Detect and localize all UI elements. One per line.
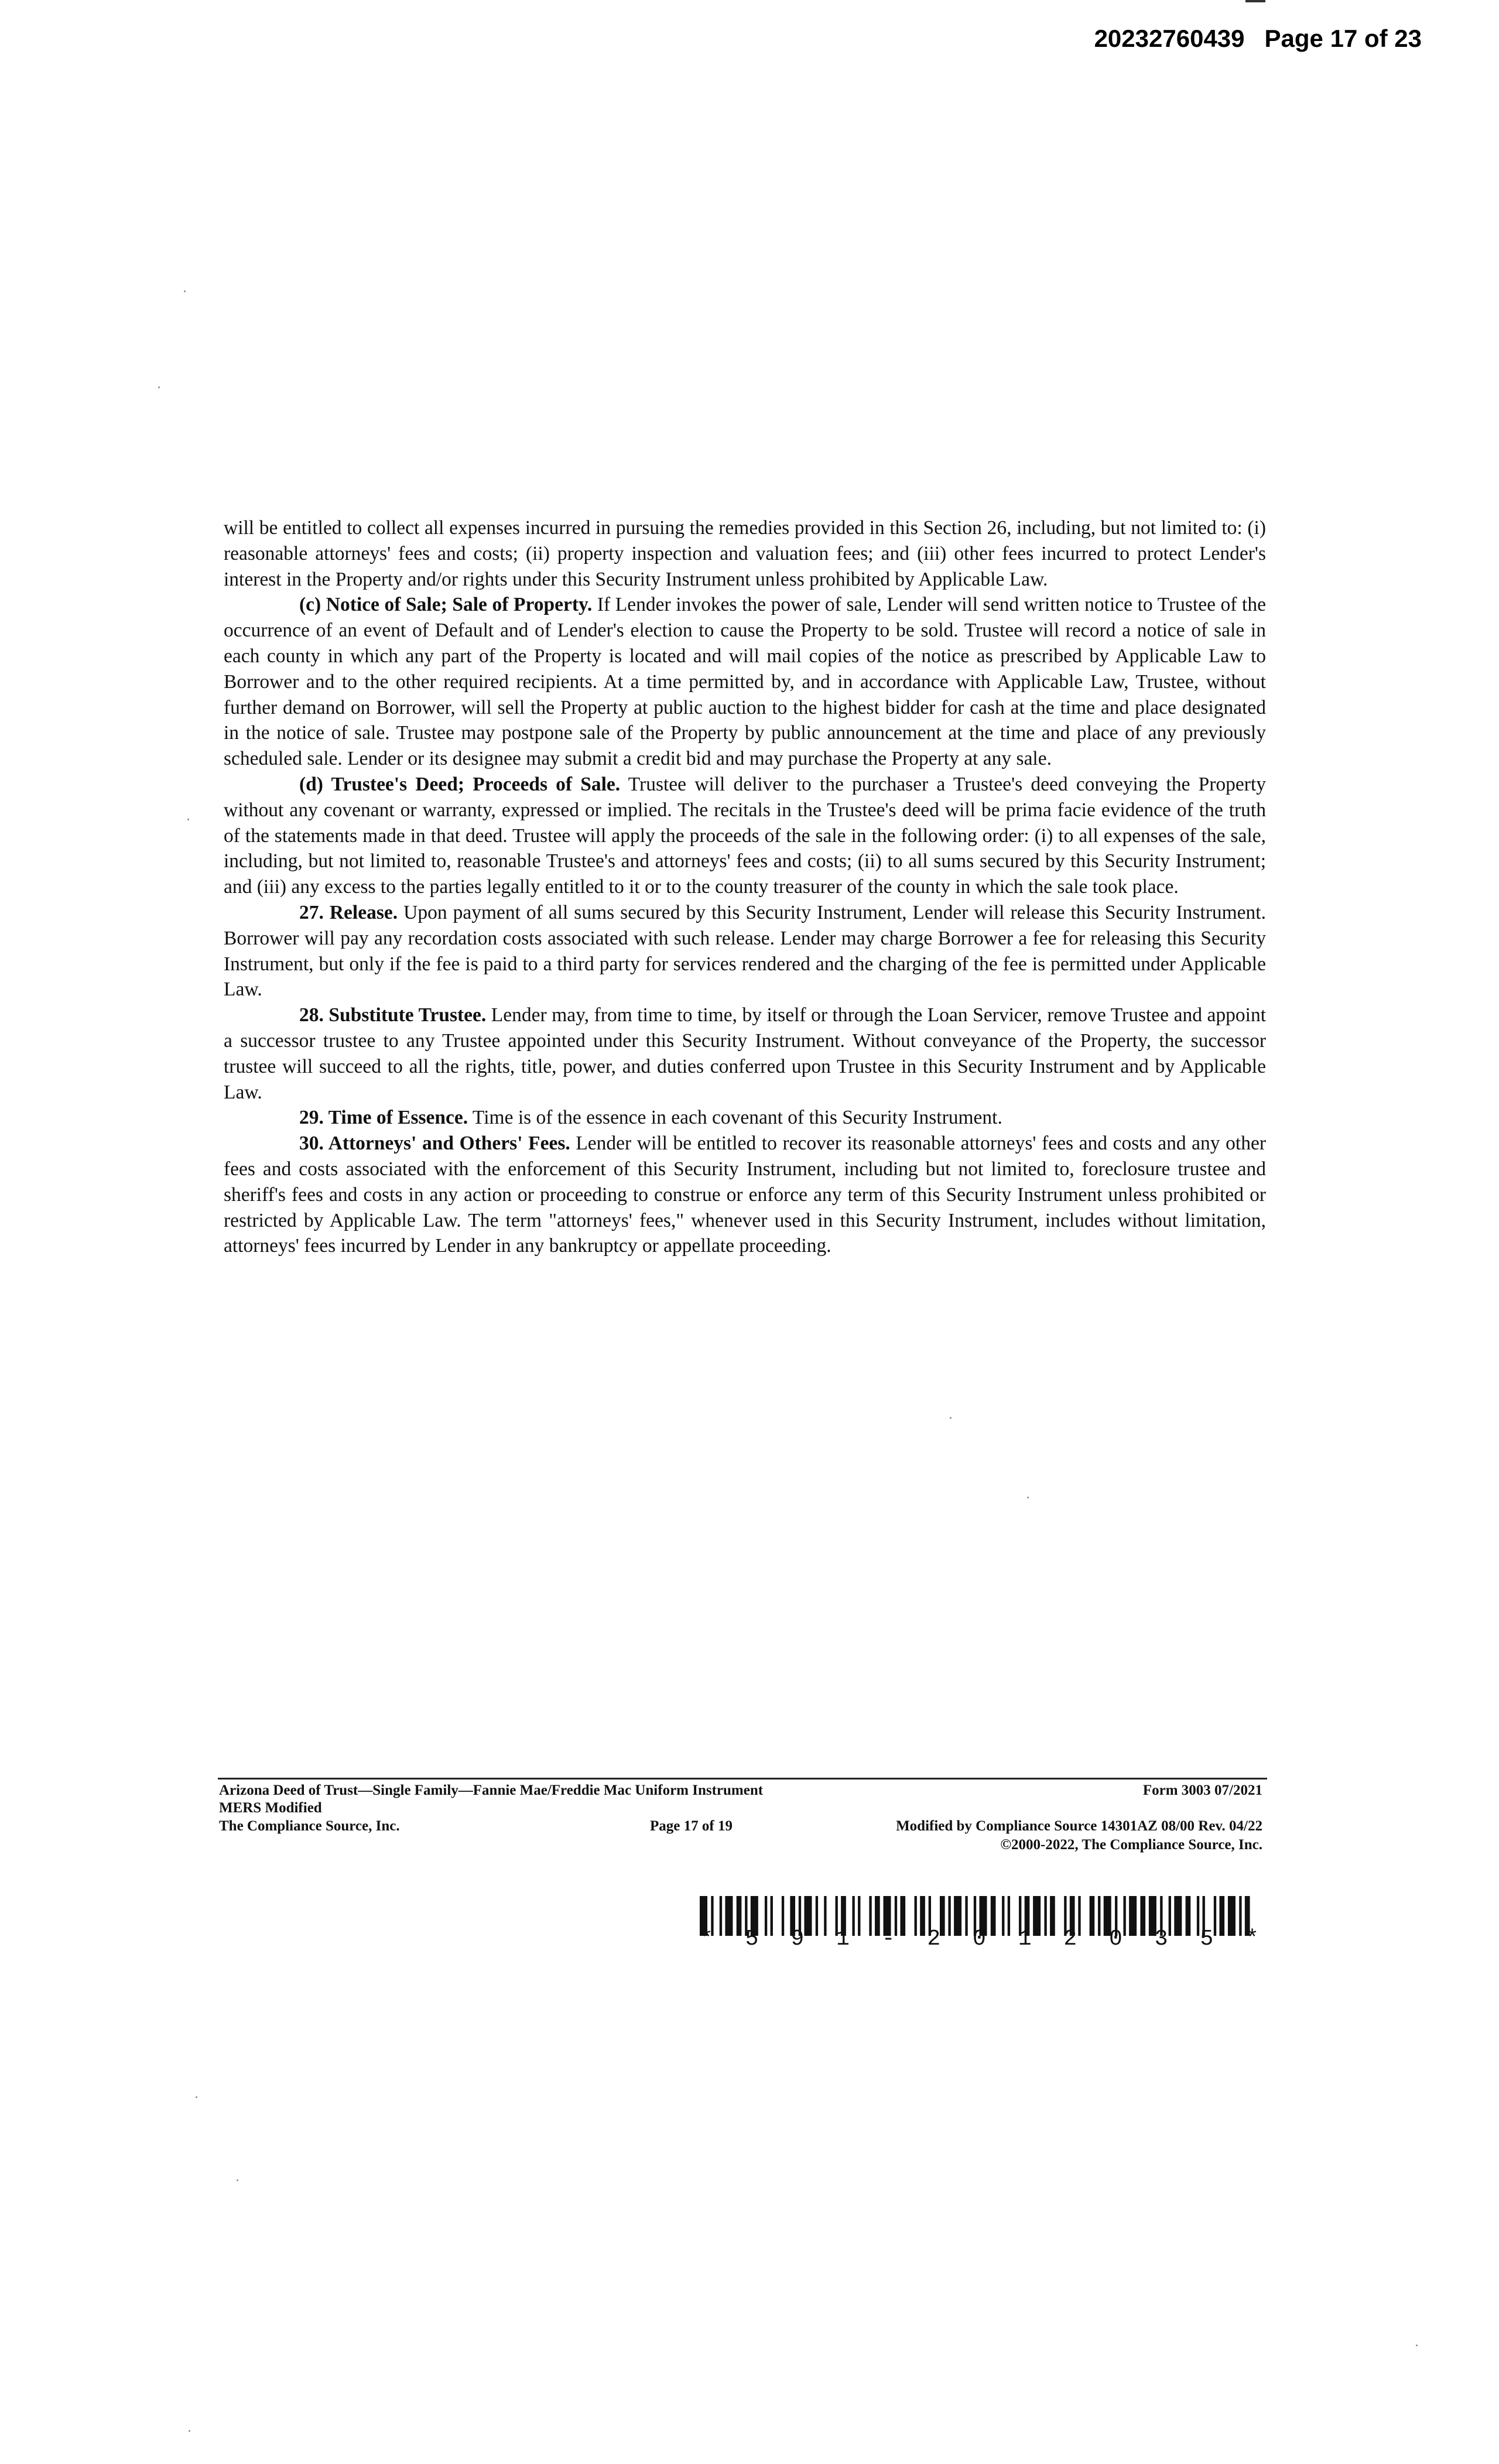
document-body [224,515,1266,1259]
scan-speck [158,386,160,388]
barcode-char: * [700,1926,713,1952]
footer-copyright: ©2000-2022, The Compliance Source, Inc. [1000,1837,1262,1853]
barcode-char: 0 [1109,1926,1122,1952]
scan-mark [1245,0,1265,2]
footer-company: The Compliance Source, Inc. [219,1818,400,1834]
footer-rule [218,1778,1267,1779]
scan-speck [187,819,189,820]
paragraph-notice-of-sale: (c) Notice of Sale; Sale of Property. If Lender invokes the power of sale, Lender will send written notice to Trustee of the occurrence of an event of Default and of Lender's election to cause the Property to be sold. Trustee will record a notice of sale in each county in which any part of the Property is located and will mail copies of the notice as prescribed by Applicable Law to Borrower and to the other required recipients. At a time permitted by, and in accordance with Applicable Law, Trustee, without further demand on Borrower, will sell the Property at public auction to the highest bidder for cash at the time and place designated in the notice of sale. Trustee may postpone sale of the Property by public announcement at the time and place of any previously scheduled sale. Lender or its designee may submit a credit bid and may purchase the Property at any sale. [224,594,1266,770]
footer-page-number: Page 17 of 19 [650,1818,733,1834]
footer-form-title: Arizona Deed of Trust—Single Family—Fannie Mae/Freddie Mac Uniform Instrument [219,1782,764,1798]
section-heading: (c) Notice of Sale; Sale of Property. [299,594,593,616]
footer-mers: MERS Modified [219,1800,322,1816]
barcode-char: - [881,1926,895,1952]
section-heading: (d) Trustee's Deed; Proceeds of Sale. [299,773,621,795]
scan-speck [184,290,186,292]
barcode-char: 2 [927,1926,941,1952]
paragraph-attorneys-fees: 30. Attorneys' and Others' Fees. Lender will be entitled to recover its reasonable attorneys' fees and costs and any other fees and costs associated with the enforcement of this Security Instrument, including but not limited to, foreclosure trustee and sheriff's fees and costs in any action or proceeding to construe or enforce any term of this Security Instrument unless prohibited or restricted by Applicable Law. The term "attorneys' fees," whenever used in this Security Instrument, includes without limitation, attorneys' fees incurred by Lender in any bankruptcy or appellate proceeding. [224,1132,1266,1257]
barcode-char: 5 [1200,1926,1214,1952]
paragraph-trustees-deed: (d) Trustee's Deed; Proceeds of Sale. Trustee will deliver to the purchaser a Trustee's deed conveying the Property without any covenant or warranty, expressed or implied. The recitals in the Trustee's deed will be prima facie evidence of the truth of the statements made in that deed. Trustee will apply the proceeds of the sale in the following order: (i) to all expenses of the sale, including, but not limited to, reasonable Trustee's and attorneys' fees and costs; (ii) to all sums secured by this Security Instrument; and (iii) any excess to the parties legally entitled to it or to the county treasurer of the county in which the sale took place. [224,773,1267,898]
scan-speck [237,2179,238,2181]
section-heading: 28. Substitute Trustee. [299,1004,487,1026]
recording-page-number: Page 17 of 23 [1264,25,1422,52]
section-heading: 30. Attorneys' and Others' Fees. [299,1132,570,1155]
scan-speck [196,2096,197,2098]
footer-form-number: Form 3003 07/2021 [1142,1782,1262,1798]
barcode-char: 9 [790,1926,805,1952]
barcode-char: 5 [745,1926,759,1952]
section-heading: 29. Time of Essence. [299,1107,468,1129]
recording-header [1094,25,1422,53]
barcode-char: 1 [1018,1926,1032,1952]
barcode-char: * [1245,1926,1259,1952]
barcode-char: 0 [973,1926,986,1952]
paragraph-release: 27. Release. Upon payment of all sums secured by this Security Instrument, Lender will release this Security Instrument. Borrower will pay any recordation costs associated with such release. Lender may charge Borrower a fee for releasing this Security Instrument, but only if the fee is paid to a third party for services rendered and the charging of the fee is permitted under Applicable Law. [224,901,1266,1001]
scan-speck [1416,2345,1418,2346]
document-number: 20232760439 [1094,25,1245,52]
paragraph-continuation: will be entitled to collect all expenses incurred in pursuing the remedies provided in this Section 26, including, but not limited to: (i) reasonable attorneys' fees and costs; (ii) property inspection and valuation fees; and (iii) other fees incurred to protect Lender's interest in the Property and/or rights under this Security Instrument unless prohibited by Applicable Law. [224,517,1266,590]
scan-speck [1027,1497,1029,1498]
section-heading: 27. Release. [299,901,398,923]
footer-modified-by: Modified by Compliance Source 14301AZ 08/00 Rev. 04/22 [896,1818,1262,1834]
paragraph-substitute-trustee: 28. Substitute Trustee. Lender may, from time to time, by itself or through the Loan Servicer, remove Trustee and appoint a successor trustee to any Trustee appointed under this Security Instrument. Without conveyance of the Property, the successor trustee will succeed to all the rights, title, power, and duties conferred upon Trustee in this Security Instrument and by Applicable Law. [224,1004,1266,1103]
barcode-char: 3 [1154,1926,1168,1952]
paragraph-time-of-essence: 29. Time of Essence. Time is of the essence in each covenant of this Security Instrument. [299,1107,1002,1129]
scan-speck [950,1417,952,1419]
barcode-char: 2 [1063,1926,1077,1952]
barcode-text [700,1926,1259,1952]
barcode-char: 1 [836,1926,850,1952]
scan-speck [189,2430,190,2432]
